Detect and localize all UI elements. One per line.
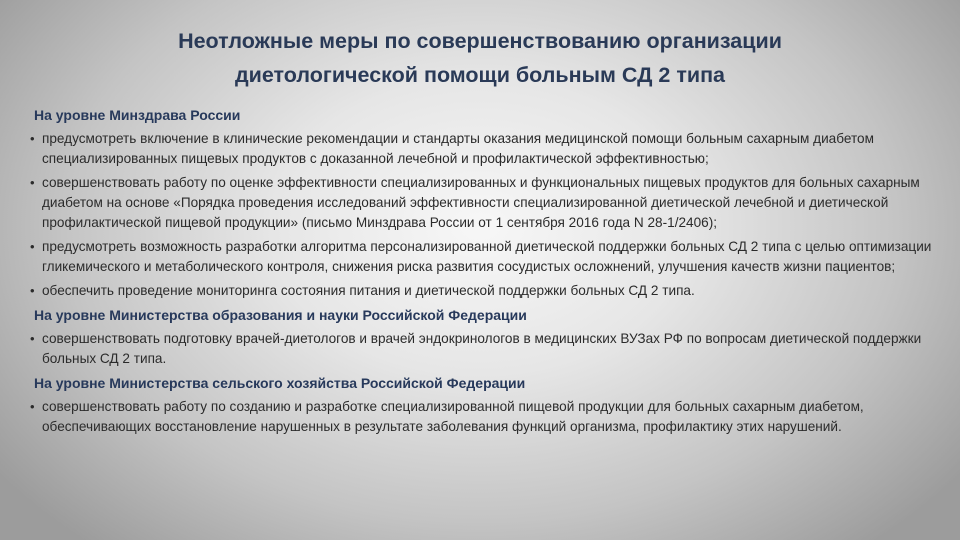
list-item — [30, 129, 945, 169]
bullet-icon: • — [30, 239, 35, 254]
bullet-icon: • — [30, 399, 35, 414]
bullet-icon: • — [30, 175, 35, 190]
bullet-icon: • — [30, 283, 35, 298]
slide-title-line-2: диетологической помощи больным СД 2 типа — [234, 63, 726, 87]
list-item — [30, 329, 945, 369]
section-heading: На уровне Минздрава России — [34, 107, 241, 123]
bullet-icon: • — [30, 331, 35, 346]
slide-title-line-1: Неотложные меры по совершенствованию организации — [178, 29, 782, 53]
section-ministry-of-health — [30, 105, 945, 301]
list-item — [30, 397, 945, 437]
list-item — [30, 173, 945, 233]
list-item-text: совершенствовать работу по созданию и разработке специализированной пищевой продукции для больных сахарным диабетом, обеспечивающих восстановление нарушенных в результате заболевания функций организма, профилактику этих нарушений. — [42, 399, 864, 434]
list-item-text: обеспечить проведение мониторинга состояния питания и диетической поддержки больных СД 2 типа. — [42, 283, 695, 298]
section-ministry-of-education — [30, 305, 945, 369]
slide-title — [90, 24, 870, 92]
slide-body — [30, 105, 945, 441]
bullet-icon: • — [30, 131, 35, 146]
list-item — [30, 237, 945, 277]
section-heading: На уровне Министерства образования и науки Российской Федерации — [34, 307, 527, 323]
section-heading: На уровне Министерства сельского хозяйства Российской Федерации — [34, 375, 526, 391]
list-item-text: совершенствовать работу по оценке эффективности специализированных и функциональных пищевых продуктов для больных сахарным диабетом на основе «Порядка проведения исследований эффективности специализированной диетической лечебной и диетической профилактической пищевой продукции» (письмо Минздрава России от 1 сентября 2016 года N 28-1/2406); — [42, 175, 920, 230]
section-ministry-of-agriculture — [30, 373, 945, 437]
list-item — [30, 281, 945, 301]
list-item-text: совершенствовать подготовку врачей-диетологов и врачей эндокринологов в медицинских ВУЗах РФ по вопросам диетической поддержки больных СД 2 типа. — [42, 331, 922, 366]
list-item-text: предусмотреть включение в клинические рекомендации и стандарты оказания медицинской помощи больным сахарным диабетом специализированных пищевых продуктов с доказанной лечебной и профилактической эффективностью; — [42, 131, 874, 166]
list-item-text: предусмотреть возможность разработки алгоритма персонализированной диетической поддержки больных СД 2 типа с целью оптимизации гликемического и метаболического контроля, снижения риска развития сосудистых осложнений, улучшения качеств жизни пациентов; — [42, 239, 932, 274]
